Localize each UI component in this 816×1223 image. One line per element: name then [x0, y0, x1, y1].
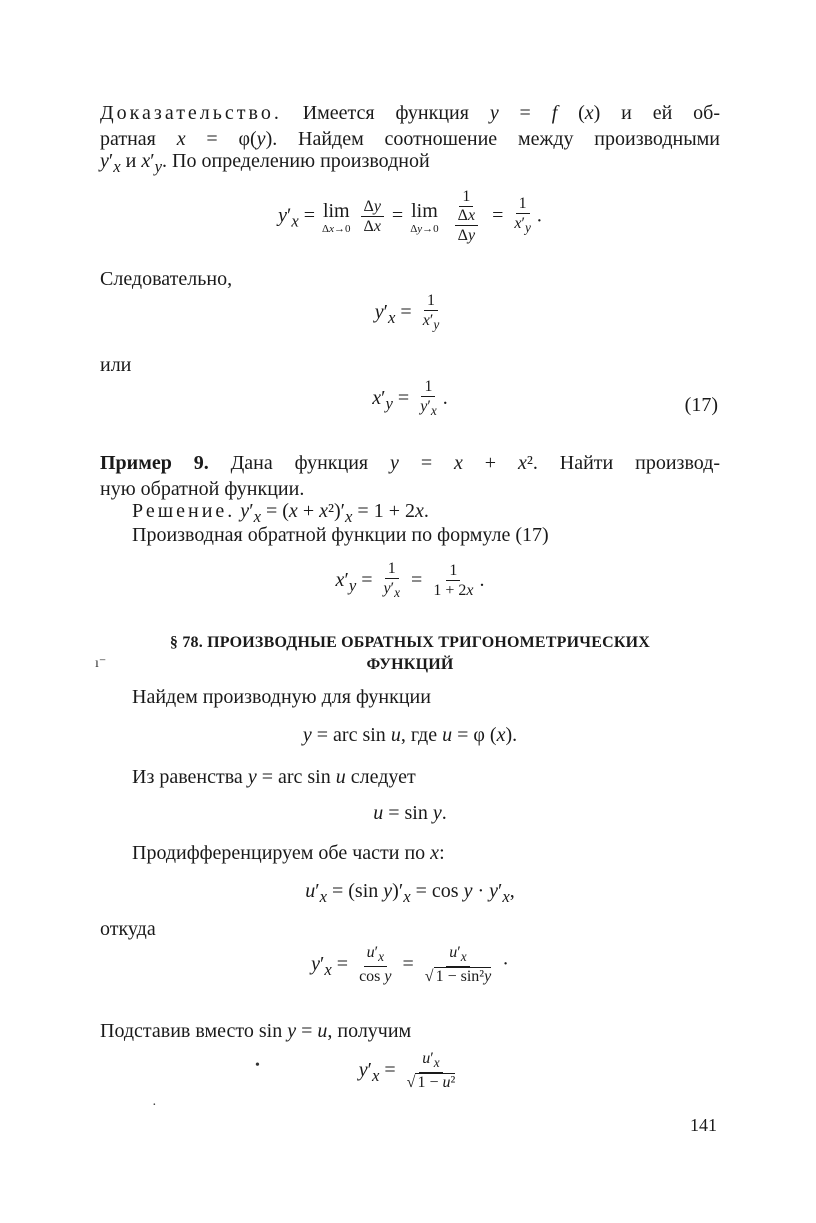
example-line-2: ную обратной функции. [100, 478, 305, 500]
example-line-1: Пример 9. Дана функция y = x + x². Найти производ- [100, 452, 721, 474]
find-derivative-text: Найдем производную для функции [132, 686, 431, 708]
substituting-text: Подставив вместо sin y = u, получим [100, 1020, 412, 1042]
page-number: 141 [690, 1115, 717, 1135]
equation-derivative-cos: $y'_x$ = $\frac{u'_x}{\text{cos y}}$ = $\frac{u'_x}{\text{√ 1 − sin²y}}$ · [311, 944, 509, 986]
equation-final: $y'_x$ = $\frac{u'_x}{\text{√ 1 − u²}}$ [358, 1050, 456, 1092]
equation-limit-definition: $y'_x$ = lim Δx→0 $\frac{\Delta y}{\Delta x}$ = lim Δy→0 $\frac{1}{\frac{\Delta x}{\Delta y}}$ = $\frac{1}{x'_y}$ . [278, 188, 542, 244]
equation-example-result: $x'_y$ = $\frac{1}{y'_x}$ = $\frac{1}{1 + 2x}$ . [335, 560, 485, 601]
from-equality-text: Из равенства y = arc sin u следует [132, 766, 416, 788]
therefore-text: Следовательно, [100, 268, 233, 290]
dot-mark: • [255, 1058, 260, 1073]
margin-mark: ı⁻ [95, 656, 107, 671]
proof-line-2: ратная x = φ(y). Найдем соотношение между производными [100, 128, 721, 150]
proof-line-1: Доказательство. Имеется функция y = f (x) и ей об- [100, 102, 720, 124]
example-label: Пример 9. [100, 452, 209, 474]
equation-therefore: $y'_x$ = $\frac{1}{x'_y}$ [374, 292, 440, 333]
equation-arcsin: y = arc sin u, где u = φ (x). [302, 724, 518, 746]
by-formula-text: Производная обратной функции по формуле (17) [132, 524, 549, 546]
proof-line-3: $y'_x$ и $x'_y$. По определению производной [100, 150, 430, 176]
or-text: или [100, 354, 132, 376]
differentiate-text: Продифференцируем обе части по x: [132, 842, 445, 864]
equation-sin: u = sin y. [373, 802, 447, 824]
whence-text: откуда [100, 918, 156, 940]
dot-mark: · [152, 1098, 157, 1113]
equation-number-17: (17) [684, 394, 718, 416]
section-heading-line-2: ФУНКЦИЙ [366, 656, 454, 673]
equation-differentiate: $u'_x = (\sin$ $y)'_x = \cos y \cdot y'_x$, [305, 880, 515, 906]
solution-line: Решение. $y'_x = (x + x^2)'_x = 1 + 2x$. [132, 500, 429, 526]
equation-17: $x'_y$ = $\frac{1}{y'_x}$ . [372, 378, 448, 419]
section-heading-line-1: § 78. ПРОИЗВОДНЫЕ ОБРАТНЫХ ТРИГОНОМЕТРИЧЕСКИХ [169, 634, 651, 651]
